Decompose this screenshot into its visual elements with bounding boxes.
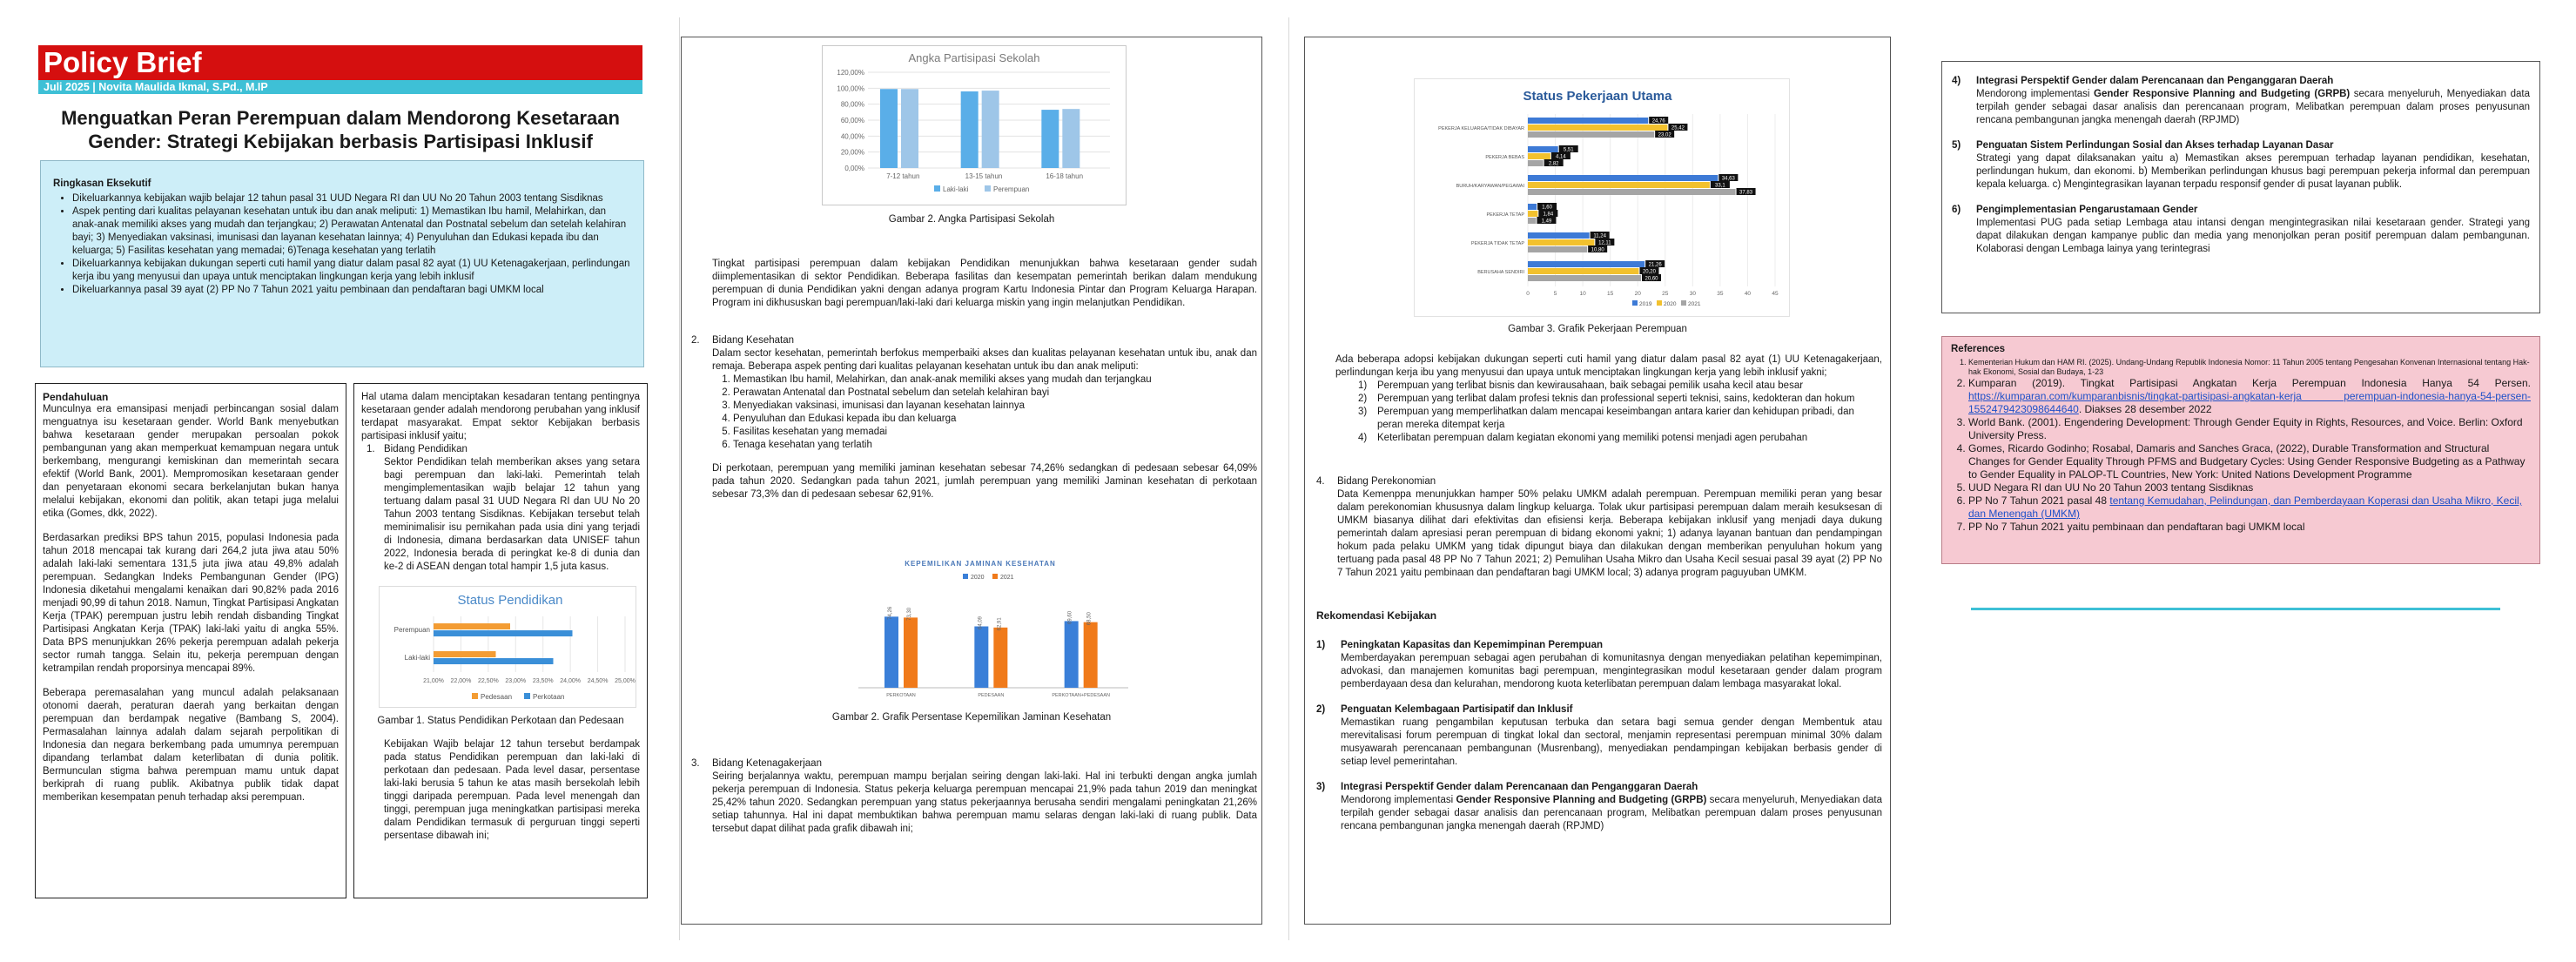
health-title: Bidang Kesehatan bbox=[712, 335, 794, 346]
references-title: References bbox=[1951, 344, 2006, 354]
legend-swatch bbox=[472, 693, 478, 699]
bar bbox=[1528, 268, 1638, 274]
list-number: 3. bbox=[691, 758, 700, 769]
bar bbox=[1528, 275, 1641, 281]
employment-policy-text: Ada beberapa adopsi kebijakan dukungan seperti cuti hamil yang diatur dalam pasal 82 ayat (1) UU Ketenagakerjaan, perlindungan kerja ibu yang menyusui dan upaya untuk menciptakan lingkungan kerja yang lebih inklusif yakni; bbox=[1335, 354, 1882, 378]
policy-item: Keterlibatan perempuan dalam kegiatan ekonomi yang memiliki potensi menjadi agen perubahan bbox=[1377, 433, 1808, 443]
x-tick-label: 16-18 tahun bbox=[1046, 172, 1084, 180]
list-number: 4. bbox=[1316, 476, 1325, 487]
reference-item: 2. Kumparan (2019). Tingkat Partisipasi Angkatan Kerja Perempuan Indonesia Hanya 54 Persen. https://kumparan.com/kumparanbisnis/tingkat-partisipasi-angkatan-kerja perempuan-indonesia-hanya-54-persen-1552479423098644640. Diakses 28 desember 2022 bbox=[1968, 377, 2531, 416]
bar bbox=[1041, 110, 1059, 168]
bar bbox=[904, 617, 918, 688]
data-label: 69,60 bbox=[1067, 610, 1073, 624]
references-box bbox=[1941, 336, 2540, 564]
recommendation-item: 1) Peningkatan Kapasitas dan Kepemimpinan Perempuan Memberdayakan perempuan sebagai agen perubahan di komunitasnya dengan menyediakan pelatihan kepemimpinan, advokasi, dan manajemen komunitas bagi perempuan, mengintegrasikan modul kesetaraan gender dalam program pemberdayaan desa dan kelurahan, mendorong kuota keterlibatan perempuan dalam lembaga masyarakat lokal. bbox=[1316, 640, 1882, 690]
author-line: Juli 2025 | Novita Maulida Ikmal, S.Pd., M.IP bbox=[38, 80, 642, 94]
data-label: 73,30 bbox=[907, 607, 912, 621]
data-label: 74,26 bbox=[888, 606, 893, 620]
health-item: 2. Perawatan Antenatal dan Postnatal sebelum dan setelah kelahiran bayi bbox=[733, 387, 1257, 400]
data-label: 20,60 bbox=[1644, 276, 1658, 282]
data-label: 64,09 bbox=[978, 616, 984, 630]
recommendation-heading: Penguatan Kelembagaan Partisipatif dan Inklusif bbox=[1341, 704, 1573, 715]
status-pekerjaan-chart bbox=[1414, 78, 1790, 317]
legend-label: 2020 bbox=[1664, 301, 1677, 307]
introduction-title: Pendahuluan bbox=[43, 391, 109, 403]
figure-caption: Gambar 2. Angka Partisipasi Sekolah bbox=[888, 214, 1055, 225]
x-tick-label: 40 bbox=[1744, 291, 1752, 297]
legend-swatch bbox=[1657, 300, 1662, 306]
economy-text: Data Kemenppa menunjukkan hamper 50% pelaku UMKM adalah perempuan. Perempuan memiliki peran yang besar dalam perekonomian khususnya dalam lingkup keluarga. Tolak ukur partisipasi perempuan dalam meraih kesuksesan di UMKM biasanya dilihat dari efektivitas dan efisiensi kerja. Beberapa kebijakan inklusif yang menjadi daya dukung pemerintah dalam apresiasi peran perempuan di bidang ekonomi yakni; 1) adanya layanan bantuan dan pendampingan hokum pada pelaku UMKM yang tidak dipungut biaya dan dilakukan dengan memberikan penyuluhan hokum yang tertuang pada pasal 48 PP No 7 Tahun 2021; 2) Pemulihan Usaha Mikro dan Usaha Kecil sesuai pasal 39 ayat (2) PP No 7 Tahun 2021 yaitu pembinaan dan pendaftaran bagi UMKM local; 3) adanya program paguyuban UMKM. bbox=[1337, 489, 1882, 578]
legend-swatch bbox=[992, 574, 998, 579]
reference-item: 1. Kementerian Hukum dan HAM RI. (2025). Undang-Undang Republik Indonesia Nomor: 11 Tahun 2005 tentang Pengesahan Konvenan Internasional tentang Hak-hak Ekonomi, Sosial dan Budaya, 1-23 bbox=[1968, 358, 2531, 377]
data-label: 24,76 bbox=[1651, 118, 1665, 124]
legend-swatch bbox=[985, 185, 991, 192]
bar bbox=[1528, 218, 1536, 224]
x-tick-label: 24,00% bbox=[560, 678, 582, 684]
x-tick-label: 23,50% bbox=[532, 678, 554, 684]
data-label: 33,1 bbox=[1715, 183, 1725, 189]
references-list bbox=[1951, 358, 2531, 534]
y-tick-label: PEKERJA TETAP bbox=[1486, 212, 1524, 218]
data-label: 37,83 bbox=[1739, 190, 1753, 196]
figure-caption: Gambar 3. Grafik Pekerjaan Perempuan bbox=[1508, 324, 1687, 334]
data-label: 68,50 bbox=[1086, 612, 1093, 626]
y-tick-label: BERUSAHA SENDIRI bbox=[1477, 270, 1524, 275]
health-item: 1. Memastikan Ibu hamil, Melahirkan, dan anak-anak memiliki akses yang mudah dan terjangkau bbox=[733, 373, 1257, 387]
health-item: 4. Penyuluhan dan Edukasi kepada ibu dan keluarga bbox=[733, 413, 1257, 426]
bar bbox=[1528, 160, 1544, 166]
recommendation-item: 2) Penguatan Kelembagaan Partisipatif dan Inklusif Memastikan ruang pengambilan keputusan terbuka dan setara bagi semua gender dengan Membentuk atau merevitalisasi forum perempuan di tingkat lokal dan sectoral, menjamin representasi perempuan minimal 30% dalam musyawarah perencanaan pembangunan (Musrenbang), menyediakan pendampingan kebijakan berbasis gender di setiap level pemerintahan. bbox=[1316, 704, 1882, 767]
recommendation-title: Rekomendasi Kebijakan bbox=[1316, 609, 1437, 622]
y-tick-label: 80,00% bbox=[840, 100, 864, 109]
education-box bbox=[353, 383, 648, 898]
recommendation-text: Implementasi PUG pada setiap Lembaga atau intansi dengan mengintegrasikan nilai kesetaraan gender. Strategi yang dapat dilakukan dengan kampanye public dan media yang menonjolkan peran positif perempuan dalam pembangunan. Kolaborasi dengan Lembaga lainya yang terintegrasi bbox=[1976, 218, 2530, 254]
summary-item: • Dikeluarkannya pasal 39 ayat (2) PP No 7 Tahun 2021 yaitu pembinaan dan pendaftaran bagi UMKM local bbox=[72, 284, 631, 297]
legend-label: Perempuan bbox=[993, 185, 1030, 193]
x-tick-label: 30 bbox=[1689, 291, 1696, 297]
bar bbox=[1528, 124, 1667, 131]
x-tick-label: 21,00% bbox=[423, 678, 444, 684]
status-pendidikan-svg bbox=[380, 587, 636, 707]
recommendation-list bbox=[1316, 639, 1882, 833]
x-tick-label: 0 bbox=[1526, 291, 1530, 297]
economy-section bbox=[1316, 475, 1882, 580]
page-divider bbox=[679, 17, 680, 940]
x-tick-label: 22,50% bbox=[477, 678, 499, 684]
recommendation-item: 6) Pengimplementasian Pengarustamaan Gender Implementasi PUG pada setiap Lembaga atau intansi dengan mengintegrasikan nilai kesetaraan gender. Strategi yang dapat dilakukan dengan kampanye public dan media yang menonjolkan peran positif perempuan dalam pembangunan. Kolaborasi dengan Lembaga lainya yang terintegrasi bbox=[1952, 205, 2530, 254]
reference-item: 6. PP No 7 Tahun 2021 pasal 48 tentang Kemudahan, Pelindungan, dan Pemberdayaan Koperasi dan Usaha Mikro, Kecil, dan Menengah (UMKM) bbox=[1968, 494, 2531, 521]
bar bbox=[434, 630, 573, 636]
chart-title: Status Pendidikan bbox=[457, 593, 563, 608]
legend-label: 2019 bbox=[1639, 301, 1652, 307]
x-tick-label: 25 bbox=[1662, 291, 1669, 297]
recommendation-heading: Pengimplementasian Pengarustamaan Gender bbox=[1976, 205, 2198, 215]
bar bbox=[1528, 189, 1736, 195]
reference-item: 3. World Bank. (2001). Engendering Development: Through Gender Equity in Rights, Resources, and Voice. Berlin: Oxford University Press. bbox=[1968, 416, 2531, 442]
education-title: Bidang Pendidikan bbox=[384, 444, 467, 454]
y-tick-label: 40,00% bbox=[840, 132, 864, 141]
y-tick-label: PEKERJA KELUARGA/TIDAK DIBAYAR bbox=[1438, 126, 1524, 131]
policy-item: Perempuan yang memperlihatkan dalam mencapai keseimbangan antara karier dan kehidupan pribadi, dan peran mereka ditempat kerja bbox=[1377, 407, 1854, 430]
y-tick-label: 0,00% bbox=[844, 165, 864, 172]
x-tick-label: 7-12 tahun bbox=[886, 172, 920, 180]
decorative-divider bbox=[1971, 608, 2500, 610]
education-paragraph: Tingkat partisipasi perempuan dalam kebijakan Pendidikan menunjukkan bahwa kesetaraan gender sudah diimplementasikan di sektor Pendidikan. Beberapa fasilitas dan kesempatan pemerintah berikan dalam mendukung perempuan di dunia Pendidikan yakni dengan adanya program Kartu Indonesia Pintar dan Program Keluarga Harapan. Program ini dikhususkan bagi perempuan/laki-laki dari keluarga miskin yang ingin melanjutkan Pendidikan. bbox=[712, 259, 1257, 308]
legend-swatch bbox=[524, 693, 530, 699]
bar bbox=[961, 91, 979, 168]
recommendation-item: 3) Integrasi Perspektif Gender dalam Perencanaan dan Penganggaran Daerah Mendorong implementasi Gender Responsive Planning and Budgeting (GRPB) secara menyeluruh, Menyediakan data terpilah gender sebagai dasar analisis dan perencanaan program, Melibatkan perempuan dalam proses penyusunan rencana pembangunan jangka menengah daerah (RPJMD) bbox=[1316, 782, 1882, 831]
summary-item: • Dikeluarkannya kebijakan wajib belajar 12 tahun pasal 31 UUD Negara RI dan UU No 20 Tahun 2003 tentang Sisdiknas bbox=[72, 192, 631, 205]
bar bbox=[434, 651, 496, 657]
x-tick-label: 20 bbox=[1634, 291, 1641, 297]
x-tick-label: PEDESAAN bbox=[978, 693, 1005, 698]
data-label: 20,20 bbox=[1642, 269, 1656, 275]
summary-item: • Dikeluarkannya kebijakan dukungan seperti cuti hamil yang diatur dalam pasal 82 ayat (1) UU Ketenagakerjaan, perlindungan kerja ibu yang menyusui dan upaya untuk menciptakan lingkungan kerja yang lebih inklusif bbox=[72, 258, 631, 284]
employment-policy-list: 1) Perempuan yang terlibat bisnis dan kewirausahaan, baik sebagai pemilik usaha kecil atau besar 2) Perempuan yang terlibat dalam profesi teknis dan professional seperti teknisi, sains, kedokteran dan hokum 3) Perempuan yang memperlihatkan dalam mencapai keseimbangan antara karier dan kehidupan pribadi, dan peran mereka ditempat kerja 4) Keterlibatan perempuan dalam kegiatan ekonomi yang memiliki potensi menjadi agen perubahan bbox=[1335, 380, 1882, 445]
bar bbox=[1528, 131, 1654, 138]
bar bbox=[1528, 261, 1644, 267]
health-section bbox=[691, 334, 1257, 501]
chart-title: KEPEMILIKAN JAMINAN KESEHATAN bbox=[905, 560, 1056, 568]
data-label: 1,49 bbox=[1541, 219, 1552, 225]
bar bbox=[1528, 153, 1550, 159]
summary-list bbox=[53, 192, 631, 297]
recommendation-heading: Integrasi Perspektif Gender dalam Perencanaan dan Penganggaran Daerah bbox=[1976, 76, 2334, 86]
recommendation-text: Strategi yang dapat dilaksanakan yaitu a) Memastikan akses perempuan terhadap layanan pendidikan, kesehatan, perlindungan hukum, dan ekonomi. b) Memberikan perlindungan khusus bagi perempuan pekerja informal dan perempuan kepala keluarga. c) Mengintegrasikan layanan terpadu responsif gender di pusat layanan publik. bbox=[1976, 153, 2530, 190]
bar bbox=[884, 616, 898, 688]
x-tick-label: 13-15 tahun bbox=[965, 172, 1003, 180]
policy-item: Perempuan yang terlibat bisnis dan kewirausahaan, baik sebagai pemilik usaha kecil atau besar bbox=[1377, 380, 1804, 391]
angka-partisipasi-svg bbox=[823, 46, 1126, 205]
health-item: 6. Tenaga kesehatan yang terlatih bbox=[733, 439, 1257, 452]
data-label: 4,14 bbox=[1556, 154, 1566, 160]
bar bbox=[974, 627, 988, 688]
x-tick-label: 5 bbox=[1553, 291, 1557, 297]
y-tick-label: 100,00% bbox=[837, 84, 864, 93]
bar bbox=[1084, 622, 1098, 688]
data-label: 34,63 bbox=[1721, 176, 1735, 182]
x-tick-label: 23,00% bbox=[505, 678, 527, 684]
data-label: 21,26 bbox=[1648, 262, 1662, 268]
list-number: 2. bbox=[691, 335, 700, 346]
summary-item: • Aspek penting dari kualitas pelayanan kesehatan untuk ibu dan anak meliputi: 1) Memastikan Ibu hamil, Melahirkan, dan anak-anak memiliki akses yang mudah dan terjangkau; 2) Perawatan Antenatal dan Postnatal sebelum dan setelah kelahiran bayi; 3) Menyediakan vaksinasi, imunisasi dan layanan kesehatan lainnya; 4) Penyuluhan dan Edukasi kepada ibu dan keluarga; 5) Fasilitas kesehatan yang memadai; 6)Tenaga kesehatan yang terlatih bbox=[72, 205, 631, 258]
y-tick-label: PEKERJA BEBAS bbox=[1485, 155, 1524, 160]
data-label: 10,80 bbox=[1591, 247, 1604, 253]
x-tick-label: 15 bbox=[1607, 291, 1614, 297]
health-item: 5. Fasilitas kesehatan yang memadai bbox=[733, 426, 1257, 439]
policy-item: Perempuan yang terlibat dalam profesi teknis dan professional seperti teknisi, sains, kedokteran dan hokum bbox=[1377, 394, 1855, 404]
legend-swatch bbox=[1681, 300, 1686, 306]
legend-label: Perkotaan bbox=[533, 693, 565, 701]
intro-paragraph: Berdasarkan prediksi BPS tahun 2015, populasi Indonesia pada tahun 2018 mencapai tak kurang dari 264,2 juta jiwa atau 50% adalah laki-laki sementara 131,5 juta jiwa atau 49,8% adalah perempuan. Sedangkan Indeks Pembangunan Gender (IPG) Indonesia diketahui mengalami kenaikan dari 90,82% pada 2016 menjadi 90,99 di tahun 2018. Namun, Tingkat Partisipasi Angkatan Kerja (TPAK) perempuan justru lebih rendah disbanding Tingkat Partisipasi Angkatan Kerja (TPAK) laki-laki yaitu di angka 55%. Data BPS menunjukkan 26% pekerja perempuan adalah pekerja sector rumah tangga. Selain itu, pekerja perempuan dengan ketrampilan rendah proporsinya mencapai 89%. bbox=[43, 533, 339, 674]
bar bbox=[880, 89, 898, 168]
data-label: 11,24 bbox=[1593, 233, 1606, 239]
health-list bbox=[691, 373, 1257, 452]
chart-title: Angka Partisipasi Sekolah bbox=[908, 51, 1040, 64]
bar bbox=[1528, 182, 1710, 188]
status-pekerjaan-svg bbox=[1415, 79, 1789, 316]
recommendation-heading: Integrasi Perspektif Gender dalam Perencanaan dan Penganggaran Daerah bbox=[1341, 782, 1698, 792]
bar bbox=[1528, 175, 1718, 181]
bar bbox=[1528, 246, 1587, 252]
main-heading: Menguatkan Peran Perempuan dalam Mendorong Kesetaraan Gender: Strategi Kebijakan berbasis Partisipasi Inklusif bbox=[61, 107, 620, 152]
health-item: 3. Menyediakan vaksinasi, imunisasi dan layanan kesehatan lainnya bbox=[733, 400, 1257, 413]
recommendation-heading: Peningkatan Kapasitas dan Kepemimpinan Perempuan bbox=[1341, 640, 1603, 650]
intro-paragraph: Munculnya era emansipasi menjadi perbincangan sosial dalam menguatnya isu kesetaraan gender. World Bank menyebutkan bahwa kesetaraan gender merupakan persoalan pokok pembangunan yang akan memperkuat kemampuan negara untuk berkembang, mengurangi kemiskinan dan memerintah secara efektif (World Bank, 2001). Mempromosikan kesetaraan gender dan penyetaraan ekonomi secara berkelanjutan bukan hanya melalui kebijakan, ekonomi dan politik, akan tetapi juga melalui etika (Gomes, dkk, 2022). bbox=[43, 404, 339, 519]
education-text: Sektor Pendidikan telah memberikan akses yang setara bagi perempuan dan laki-laki. Pemerintah telah mengimplementasikan wajib belajar 12 tahun yang tertuang dalam pasal 31 UUD Negara RI dan UU No 20 Tahun 2003 tentang Sisdiknas. Kebijakan tersebut telah meminimalisir isu pernikahan pada usia dini yang terjadi di Indonesia, dimana berdasarkan data UNISEF tahun 2022, Indonesia berada di peringkat ke-8 di dunia dan ke-2 di ASEAN dengan total hampir 1,5 juta kasus. bbox=[384, 457, 640, 572]
employment-text: Seiring berjalannya waktu, perempuan mampu berjalan seiring dengan laki-laki. Hal ini terbukti dengan angka jumlah pekerja perempuan di Indonesia. Status pekerja keluarga perempuan mencapai 21,9% pada tahun 2019 dan meningkat 25,42% tahun 2020. Sedangkan perempuan yang status pekerjaannya berusaha sendiri mengalami peningkatan 21,26% setiap tahunnya. Hal ini dapat membuktikan bahwa perempuan mamu selaras dengan laki-laki di ruang publik. Data tersebut dapat dilihat pada grafik dibawah ini; bbox=[712, 771, 1257, 834]
sector-intro: Hal utama dalam menciptakan kesadaran tentang pentingnya kesetaraan gender adalah mendorong perubahan yang inklusif terdapat masyarakat. Empat sektor Kebijakan berbasis partisipasi inklusif yaitu; bbox=[361, 392, 640, 441]
legend-label: 2021 bbox=[1000, 575, 1014, 581]
health-text: Dalam sector kesehatan, pemerintah berfokus memperbaiki akses dan kualitas pelayanan kesehatan untuk ibu, anak dan remaja. Beberapa aspek penting dari kualitas pelayanan kesehatan untuk ibu dan anak meliputi: bbox=[712, 348, 1257, 372]
list-number: 1. bbox=[367, 444, 375, 454]
recommendation-text: Memberdayakan perempuan sebagai agen perubahan di komunitasnya dengan menyediakan pelatihan kepemimpinan, advokasi, dan manajemen komunitas bagi perempuan, mengintegrasikan modul kesetaraan gender dalam program pemberdayaan desa dan kelurahan, mendorong kuota keterlibatan perempuan dalam lembaga masyarakat lokal. bbox=[1341, 653, 1882, 690]
status-pendidikan-chart bbox=[379, 586, 636, 708]
x-tick-label: 25,00% bbox=[615, 678, 636, 684]
bar bbox=[1528, 232, 1590, 239]
data-label: 12,11 bbox=[1598, 240, 1611, 246]
employment-policies bbox=[1335, 353, 1882, 445]
legend-swatch bbox=[1632, 300, 1638, 306]
reference-item: 7. PP No 7 Tahun 2021 yaitu pembinaan dan pendaftaran bagi UMKM local bbox=[1968, 521, 2531, 534]
bar bbox=[1065, 621, 1079, 688]
legend-label: 2021 bbox=[1688, 301, 1701, 307]
policy-brief-title: Policy Brief bbox=[38, 45, 642, 80]
executive-summary-box bbox=[40, 160, 644, 367]
angka-partisipasi-chart bbox=[822, 45, 1127, 205]
bar bbox=[1528, 118, 1648, 124]
reference-item: 4. Gomes, Ricardo Godinho; Rosabal, Damaris and Sanches Graca, (2022), Durable Transformation and Structural Changes for Gender Equality Through PFMS and Budgetary Cycles: Using Gender Responsive Budgeting as a Pathway to Gender Equality in PALOP-TL Countries, New York: United Nations Development Programme bbox=[1968, 442, 2531, 481]
data-label: 23,02 bbox=[1658, 132, 1671, 138]
bar bbox=[993, 628, 1007, 688]
introduction-box bbox=[35, 383, 346, 898]
reference-item: 5. UUD Negara RI dan UU No 20 Tahun 2003 tentang Sisdiknas bbox=[1968, 481, 2531, 494]
recommendation-text: Mendorong implementasi Gender Responsive Planning and Budgeting (GRPB) secara menyeluruh, Menyediakan data terpilah gender sebagai dasar analisis dan perencanaan program, Melibatkan perempuan dalam proses penyusunan rencana pembangunan jangka menengah daerah (RPJMD) bbox=[1976, 89, 2530, 125]
legend-swatch bbox=[934, 185, 940, 192]
x-tick-label: 24,50% bbox=[587, 678, 609, 684]
data-label: 5,51 bbox=[1563, 147, 1574, 153]
jaminan-kesehatan-chart bbox=[824, 557, 1137, 703]
employment-title: Bidang Ketenagakerjaan bbox=[712, 758, 822, 769]
employment-section bbox=[691, 757, 1257, 836]
chart-title: Status Pekerjaan Utama bbox=[1523, 89, 1672, 104]
x-tick-label: 35 bbox=[1717, 291, 1724, 297]
bar bbox=[1528, 146, 1558, 152]
figure-caption: Gambar 1. Status Pendidikan Perkotaan dan Pedesaan bbox=[377, 716, 624, 726]
recommendation-item: 4) Integrasi Perspektif Gender dalam Perencanaan dan Penganggaran Daerah Mendorong implementasi Gender Responsive Planning and Budgeting (GRPB) secara menyeluruh, Menyediakan data terpilah gender sebagai dasar analisis dan perencanaan program, Melibatkan perempuan dalam proses penyusunan rencana pembangunan jangka menengah daerah (RPJMD) bbox=[1952, 76, 2530, 125]
bar bbox=[1528, 211, 1537, 217]
y-tick-label: 20,00% bbox=[840, 148, 864, 157]
recommendation-item: 5) Penguatan Sistem Perlindungan Sosial dan Akses terhadap Layanan Dasar Strategi yang dapat dilaksanakan yaitu a) Memastikan akses perempuan terhadap layanan pendidikan, kesehatan, perlindungan hukum, dan ekonomi. b) Memberikan perlindungan khusus bagi perempuan pekerja informal dan perempuan kepala keluarga. c) Mengintegrasikan layanan terpadu responsif gender di pusat layanan publik. bbox=[1952, 140, 2530, 190]
recommendation-list-continued bbox=[1952, 75, 2530, 256]
recommendation-text: Memastikan ruang pengambilan keputusan terbuka dan setara bagi semua gender dengan Membentuk atau merevitalisasi forum perempuan di tingkat lokal dan sectoral, menjamin representasi perempuan minimal 30% dalam musyawarah perencanaan pembangunan (Musrenbang), menyediakan pendampingan kebijakan berbasis gender di setiap level pemerintahan. bbox=[1341, 717, 1882, 767]
education-text-2: Kebijakan Wajib belajar 12 tahun tersebut berdampak pada status Pendidikan perempuan dan laki-laki di perkotaan dan pedesaan. Pada level dasar, persentase laki-laki berusia 5 tahun ke atas masih bersekolah lebih tinggi daripada perempuan. Pada level menengah dan tinggi, perempuan juga meningkatkan partisipasi mereka dalam Pendidikan termasuk di perguruan tinggi seperti persentase dibawah ini; bbox=[384, 739, 640, 841]
x-tick-label: 45 bbox=[1772, 291, 1779, 297]
y-tick-label: Perempuan bbox=[393, 626, 430, 634]
y-tick-label: PEKERJA TIDAK TETAP bbox=[1470, 241, 1524, 246]
intro-paragraph: Beberapa peremasalahan yang muncul adalah pelaksanaan otonomi daerah, peraturan daerah yang berkaitan dengan perempuan dan berdampak negative (Bambang S, 2004). Permasalahan lainnya adalah dalam sejarah perpolitikan di Indonesia dan negara berkembang pada umumnya perempuan dipandang terlambat dalam keterlibatan di dunia politik. Bermunculan stigma bahwa perempuan mamu untuk dapat berkiprah di ruang publik. Akibatnya publik tidak dapat memberikan kesempatan penuh terhadap aksi perempuan. bbox=[43, 688, 339, 803]
bar bbox=[901, 89, 918, 168]
x-tick-label: 10 bbox=[1579, 291, 1586, 297]
reference-link[interactable]: tentang Kemudahan, Pelindungan, dan Pemberdayaan Koperasi dan Usaha Mikro, Kecil, dan Menengah (UMKM) bbox=[1968, 494, 2523, 520]
x-tick-label: PERKOTAAN bbox=[886, 693, 916, 698]
y-tick-label: 120,00% bbox=[837, 69, 864, 77]
data-label: 25,42 bbox=[1671, 125, 1685, 131]
legend-swatch bbox=[963, 574, 968, 579]
data-label: 1,84 bbox=[1543, 212, 1554, 218]
bar bbox=[1528, 239, 1594, 246]
x-tick-label: 22,00% bbox=[450, 678, 472, 684]
y-tick-label: 60,00% bbox=[840, 117, 864, 124]
data-label: 62,91 bbox=[997, 617, 1003, 631]
bar bbox=[1528, 204, 1537, 210]
recommendation-heading: Penguatan Sistem Perlindungan Sosial dan Akses terhadap Layanan Dasar bbox=[1976, 140, 2334, 151]
jaminan-kesehatan-svg bbox=[824, 557, 1137, 703]
summary-title: Ringkasan Eksekutif bbox=[53, 178, 151, 189]
x-tick-label: PERKOTAAN+PEDESAAN bbox=[1052, 693, 1111, 698]
legend-label: Pedesaan bbox=[481, 693, 513, 701]
bar bbox=[1062, 109, 1079, 168]
data-label: 2,82 bbox=[1548, 161, 1559, 167]
bar bbox=[434, 658, 554, 664]
health-paragraph: Di perkotaan, perempuan yang memiliki jaminan kesehatan sebesar 74,26% sedangkan di pedesaan sebesar 64,09% pada tahun 2020. Sedangkan pada tahun 2021, jumlah perempuan yang memiliki Jaminan kesehatan di perkotaan sebesar 73,3% dan di pedesaan sebesar 62,91%. bbox=[712, 463, 1257, 500]
reference-link[interactable]: https://kumparan.com/kumparanbisnis/tingkat-partisipasi-angkatan-kerja perempuan-indonesia-hanya-54-persen-1552479423098644640 bbox=[1968, 390, 2531, 415]
data-label: 1,60 bbox=[1542, 205, 1552, 211]
economy-title: Bidang Perekonomian bbox=[1337, 476, 1436, 487]
legend-label: Laki-laki bbox=[943, 185, 969, 193]
figure-caption: Gambar 2. Grafik Persentase Kepemilikan Jaminan Kesehatan bbox=[831, 712, 1112, 723]
bar bbox=[982, 91, 999, 168]
y-tick-label: Laki-laki bbox=[404, 654, 430, 662]
recommendation-text: Mendorong implementasi Gender Responsive Planning and Budgeting (GRPB) secara menyeluruh, Menyediakan data terpilah gender sebagai dasar analisis dan perencanaan program, Melibatkan perempuan dalam proses penyusunan rencana pembangunan jangka menengah daerah (RPJMD) bbox=[1341, 795, 1882, 831]
bar bbox=[434, 623, 510, 629]
y-tick-label: BURUH/KARYAWAN/PEGAWAI bbox=[1456, 184, 1524, 189]
page-divider bbox=[1288, 17, 1289, 940]
legend-label: 2020 bbox=[971, 575, 985, 581]
